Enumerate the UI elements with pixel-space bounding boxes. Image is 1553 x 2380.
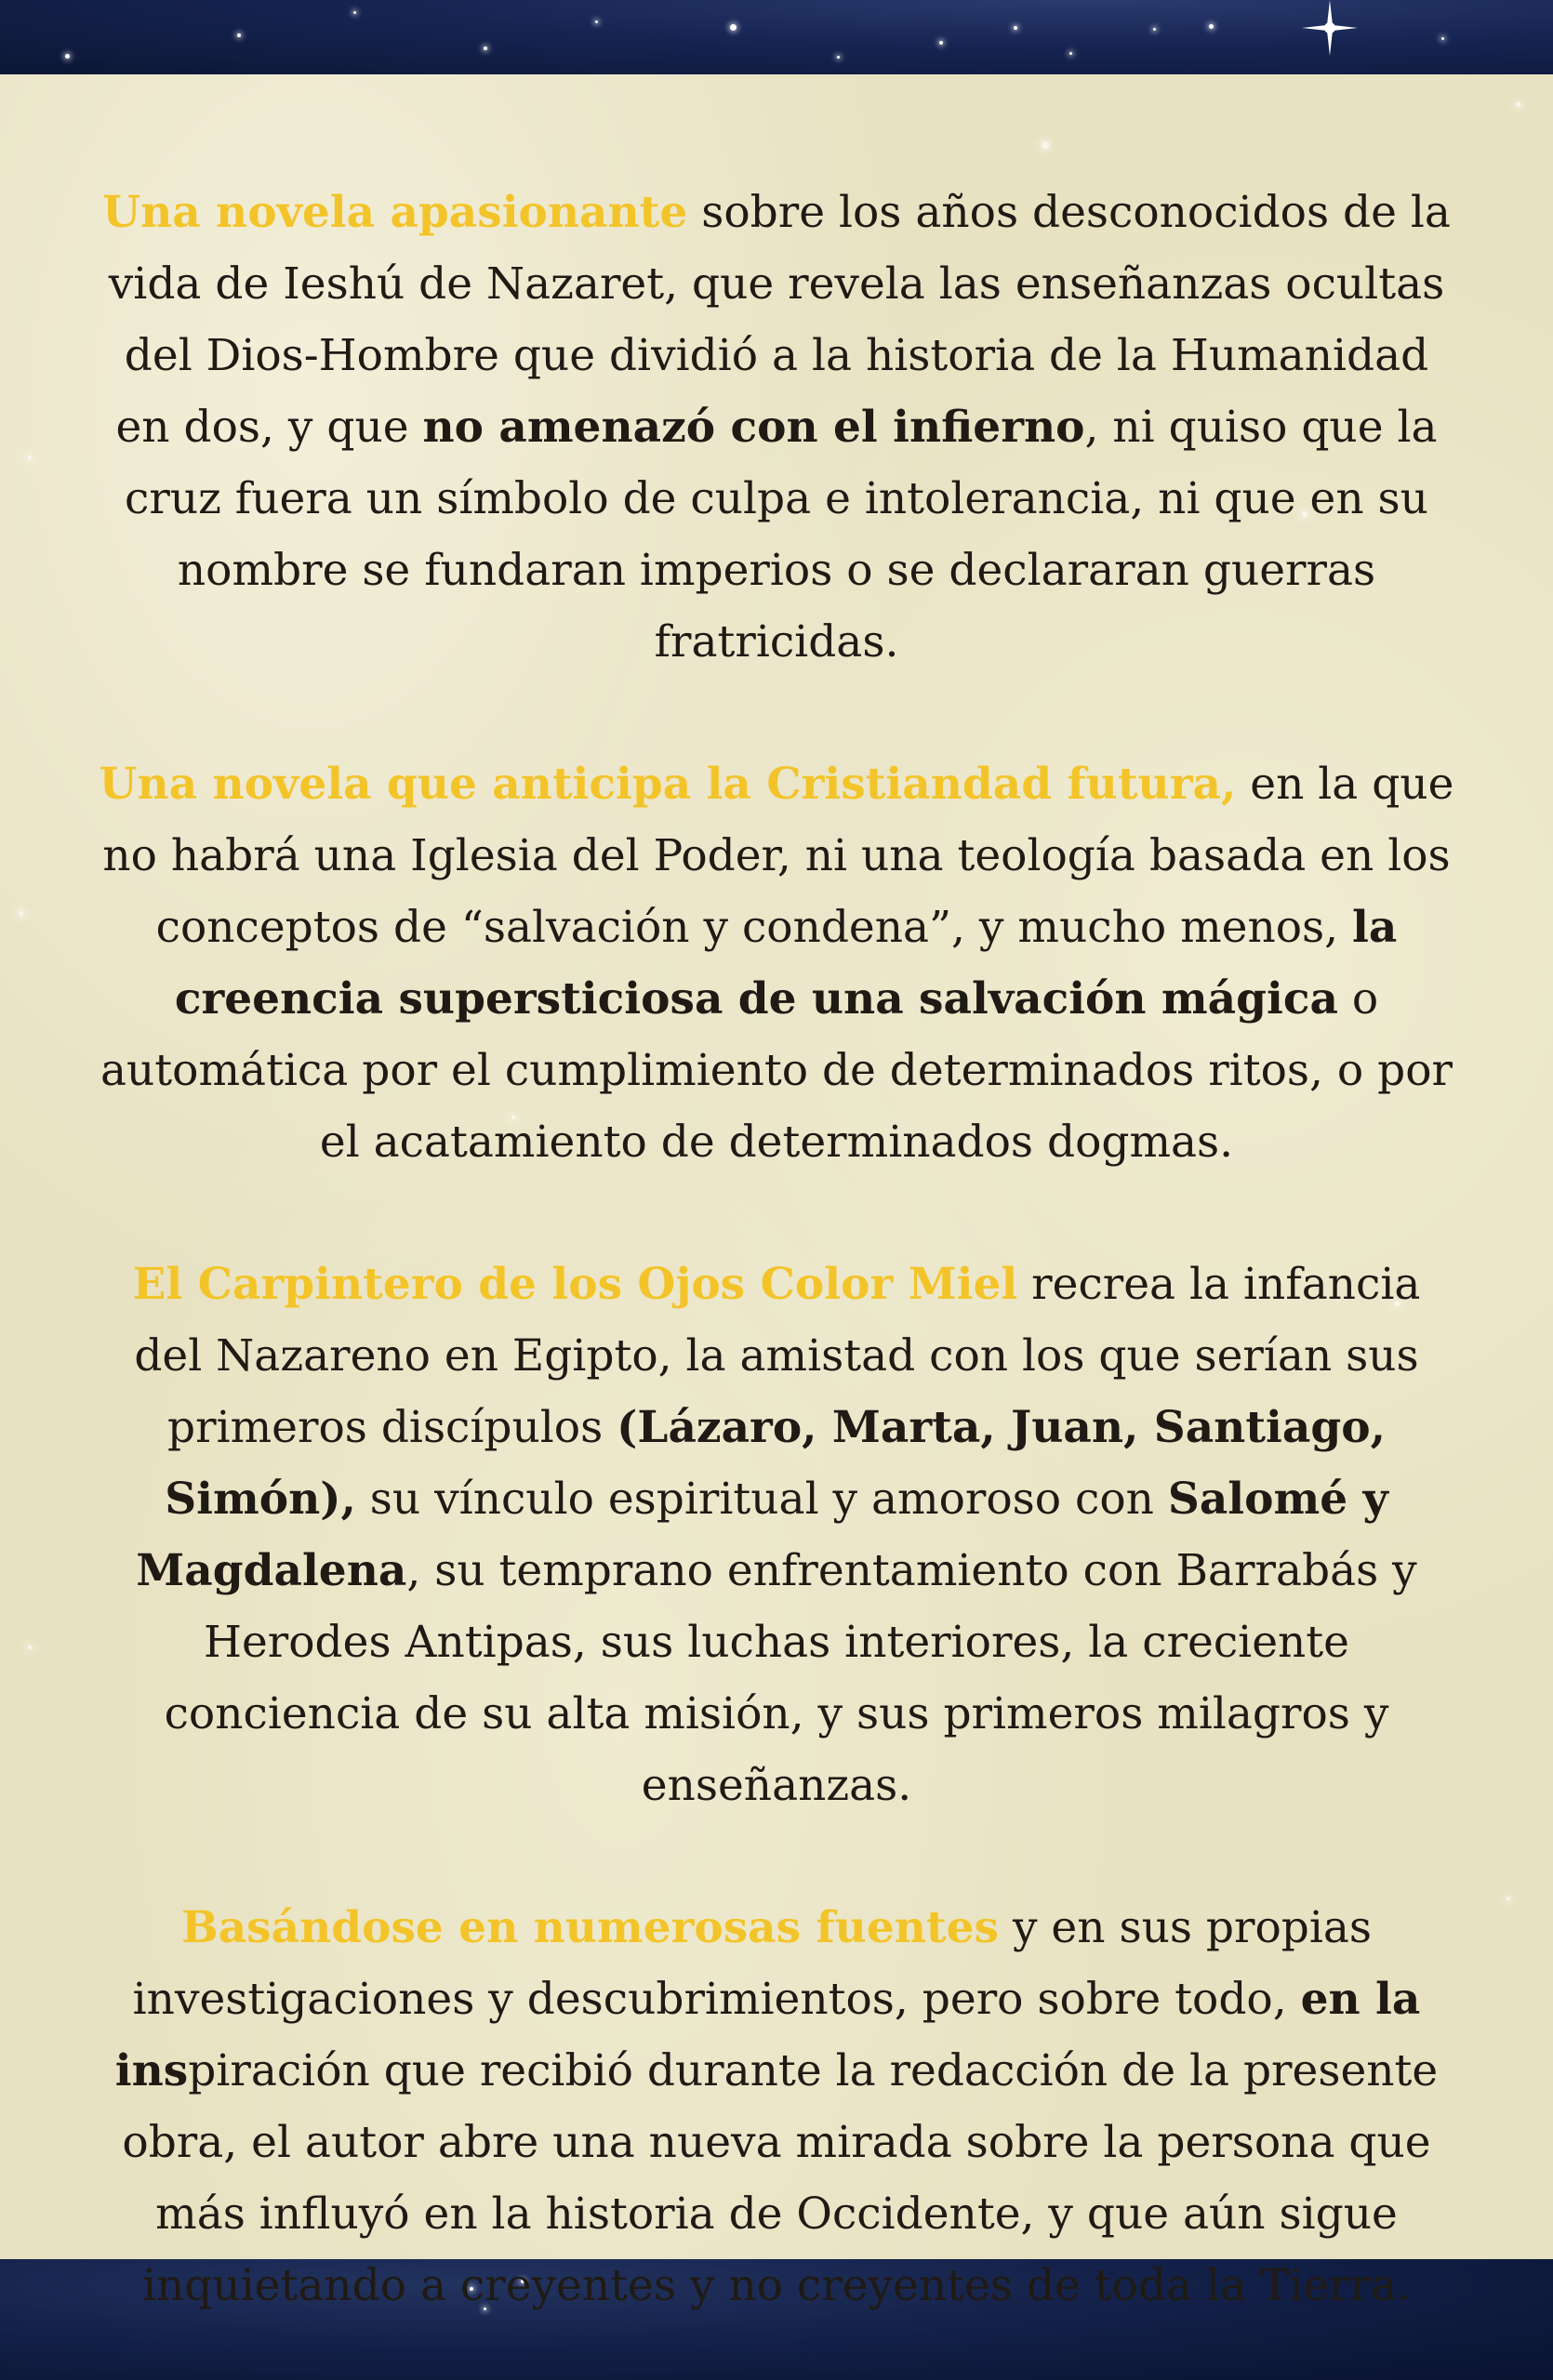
body-text: sobre los años desconocidos de la vida de Ieshú de Nazaret, que revela las enseñanzas ocultas del Dios-Hombre que dividió a la historia de la Humanidad en dos, y que — [108, 187, 1451, 453]
highlight-phrase: Basándose en numerosas fuentes — [180, 1902, 999, 1953]
star-icon — [1014, 26, 1017, 30]
star-icon — [730, 24, 737, 31]
star-icon — [1302, 0, 1358, 56]
starry-sky-top — [0, 0, 1553, 74]
bold-phrase: la creencia supersticiosa de una salvación mágica — [174, 902, 1398, 1025]
body-text: , ni quiso que la cruz fuera un símbolo de culpa e intolerancia, ni que en su nombre se fundaran imperios o se declararan guerras fratricidas. — [125, 402, 1438, 668]
body-text: o automática por el cumplimiento de determinados ritos, o por el acatamiento de determinados dogmas. — [100, 973, 1453, 1168]
highlight-phrase: Una novela que anticipa la Cristiandad futura, — [99, 759, 1237, 810]
sparkle-icon — [28, 1646, 32, 1649]
body-text: en la que no habrá una Iglesia del Poder, ni una teología basada en los conceptos de “salvación y condena”, y mucho menos, — [102, 759, 1454, 953]
body-text: , su temprano enfrentamiento con Barrabás y Herodes Antipas, sus luchas interiores, la creciente conciencia de su alta misión, y sus primeros milagros y enseñanzas. — [164, 1545, 1417, 1811]
synopsis-paragraph-3 — [93, 1249, 1460, 1821]
star-icon — [1209, 24, 1214, 29]
sparkle-icon — [1507, 1897, 1510, 1900]
star-icon — [1153, 28, 1156, 31]
synopsis-paragraph-2 — [93, 748, 1460, 1178]
body-text: piración que recibió durante la redacción de la presente obra, el autor abre una nueva mirada sobre la persona que más influyó en la historia de Occidente, y que aún sigue inquietando a creyentes y no creyentes de toda la Tierra. — [122, 2045, 1439, 2311]
bold-phrase: Salomé y Magdalena — [136, 1474, 1388, 1596]
body-text: recrea la infancia del Nazareno en Egipto, la amistad con los que serían sus primeros discípulos — [134, 1259, 1421, 1453]
bold-phrase: en la ins — [114, 1974, 1421, 2096]
star-icon — [1441, 37, 1444, 40]
sparkle-icon — [1042, 141, 1049, 149]
highlight-phrase: Una novela apasionante — [102, 187, 688, 238]
star-icon — [65, 54, 70, 59]
synopsis-paragraph-1 — [93, 177, 1460, 678]
sparkle-icon — [19, 911, 23, 916]
star-icon — [595, 20, 598, 23]
highlight-phrase: El Carpintero de los Ojos Color Miel — [132, 1259, 1018, 1310]
star-icon — [484, 46, 487, 50]
star-icon — [353, 11, 356, 14]
sparkle-icon — [1516, 102, 1520, 107]
sparkle-icon — [28, 456, 32, 459]
synopsis-paragraph-4 — [93, 1892, 1460, 2321]
body-text: y en sus propias investigaciones y descubrimientos, pero sobre todo, — [132, 1902, 1373, 2025]
bold-phrase: no amenazó con el infierno — [422, 402, 1085, 453]
star-icon — [237, 33, 241, 37]
star-icon — [1069, 52, 1072, 55]
synopsis-text — [93, 177, 1460, 2380]
bold-phrase: (Lázaro, Marta, Juan, Santiago, Simón), — [165, 1402, 1386, 1525]
star-icon — [837, 56, 840, 59]
body-text: su vínculo espiritual y amoroso con — [355, 1474, 1168, 1525]
star-icon — [939, 41, 943, 45]
